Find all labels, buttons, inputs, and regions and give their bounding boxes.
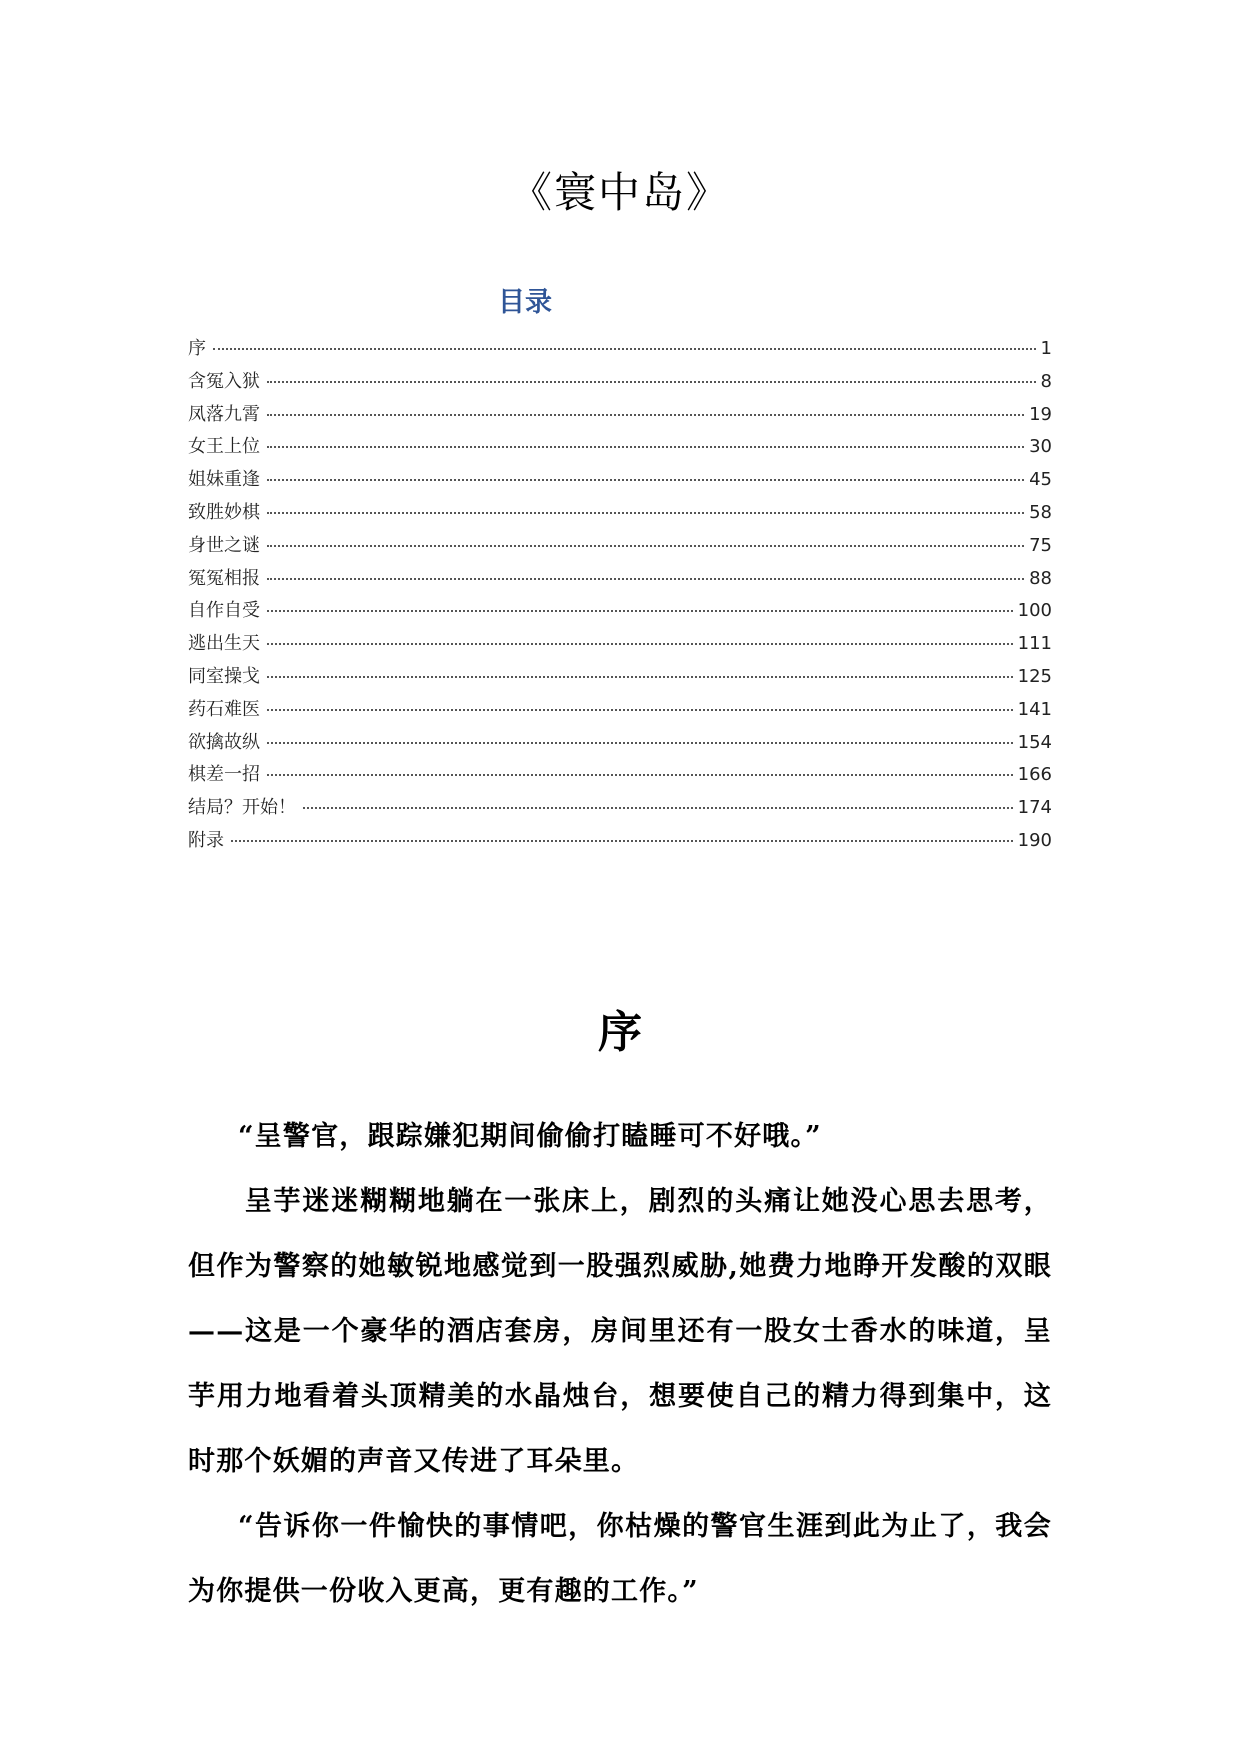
toc-entry-label: 附录 (188, 829, 224, 851)
toc-entry-page: 154 (1017, 731, 1052, 753)
toc-entry-label: 冤冤相报 (188, 567, 260, 589)
body-paragraph: 呈芋迷迷糊糊地躺在一张床上，剧烈的头痛让她没心思去思考，但作为警察的她敏锐地感觉到一股强烈威胁,她费力地睁开发酸的双眼——这是一个豪华的酒店套房，房间里还有一股女士香水的味道，呈芋用力地看着头顶精美的水晶烛台，想要使自己的精力得到集中，这时那个妖媚的声音又传进了耳朵里。 (188, 1186, 1052, 1477)
toc-entry-page: 75 (1029, 534, 1052, 556)
toc-entry[interactable] (188, 826, 1052, 859)
toc-entry-label: 自作自受 (188, 600, 260, 622)
toc-leader-dots (231, 840, 1013, 842)
section-body (188, 1104, 1052, 1624)
toc-entry[interactable] (188, 728, 1052, 761)
toc-leader-dots (267, 578, 1024, 580)
toc-entry[interactable] (188, 367, 1052, 400)
table-of-contents (188, 334, 1052, 859)
toc-entry-page: 111 (1017, 633, 1052, 655)
toc-entry-label: 棋差一招 (188, 764, 260, 786)
toc-leader-dots (267, 676, 1013, 678)
toc-entry[interactable] (188, 629, 1052, 662)
toc-entry-label: 序 (188, 338, 206, 359)
toc-entry-page: 174 (1017, 797, 1052, 819)
toc-entry-label: 药石难医 (188, 698, 260, 720)
toc-leader-dots (267, 742, 1013, 744)
book-title: 《寰中岛》 (509, 168, 730, 217)
toc-entry[interactable] (188, 596, 1052, 629)
toc-entry[interactable] (188, 432, 1052, 465)
body-paragraph: “告诉你一件愉快的事情吧，你枯燥的警官生涯到此为止了，我会为你提供一份收入更高，更有趣的工作。” (188, 1511, 1052, 1607)
toc-entry[interactable] (188, 531, 1052, 564)
toc-entry-label: 逃出生天 (188, 633, 260, 655)
section-title: 序 (598, 1007, 642, 1058)
toc-entry[interactable] (188, 760, 1052, 793)
toc-leader-dots (267, 512, 1024, 514)
toc-entry-page: 8 (1040, 370, 1052, 392)
toc-entry-label: 凤落九霄 (188, 403, 260, 425)
toc-leader-dots (267, 479, 1024, 481)
toc-leader-dots (267, 643, 1013, 645)
toc-entry[interactable] (188, 334, 1052, 367)
toc-entry-page: 141 (1017, 698, 1052, 720)
toc-entry-page: 88 (1029, 567, 1052, 589)
toc-entry-page: 125 (1017, 665, 1052, 687)
toc-entry-label: 致胜妙棋 (188, 501, 260, 523)
toc-entry-page: 58 (1029, 501, 1052, 523)
toc-heading: 目录 (498, 287, 552, 318)
toc-entry[interactable] (188, 662, 1052, 695)
toc-entry-page: 45 (1029, 469, 1052, 491)
toc-entry[interactable] (188, 465, 1052, 498)
toc-leader-dots (267, 610, 1013, 612)
toc-entry-label: 女王上位 (188, 436, 260, 458)
toc-entry[interactable] (188, 793, 1052, 826)
body-paragraph: “呈警官，跟踪嫌犯期间偷偷打瞌睡可不好哦。” (237, 1121, 822, 1152)
toc-entry[interactable] (188, 564, 1052, 597)
toc-entry-page: 30 (1029, 436, 1052, 458)
toc-entry-label: 含冤入狱 (188, 370, 260, 392)
toc-leader-dots (267, 774, 1013, 776)
toc-entry-label: 身世之谜 (188, 534, 260, 556)
toc-leader-dots (267, 446, 1024, 448)
toc-leader-dots (267, 381, 1036, 383)
toc-leader-dots (267, 545, 1024, 547)
toc-leader-dots (267, 414, 1024, 416)
toc-entry-label: 欲擒故纵 (188, 731, 260, 753)
toc-entry-label: 结局？开始！ (188, 797, 296, 819)
toc-leader-dots (303, 807, 1013, 809)
toc-entry-page: 166 (1017, 764, 1052, 786)
toc-entry-label: 同室操戈 (188, 665, 260, 687)
toc-entry-label: 姐妹重逢 (188, 469, 260, 491)
toc-entry[interactable] (188, 400, 1052, 433)
toc-leader-dots (267, 709, 1013, 711)
toc-entry-page: 19 (1029, 403, 1052, 425)
toc-entry[interactable] (188, 695, 1052, 728)
toc-entry-page: 190 (1017, 829, 1052, 851)
toc-entry-page: 100 (1017, 600, 1052, 622)
toc-entry-page: 1 (1040, 338, 1052, 359)
toc-entry[interactable] (188, 498, 1052, 531)
toc-leader-dots (213, 348, 1036, 350)
